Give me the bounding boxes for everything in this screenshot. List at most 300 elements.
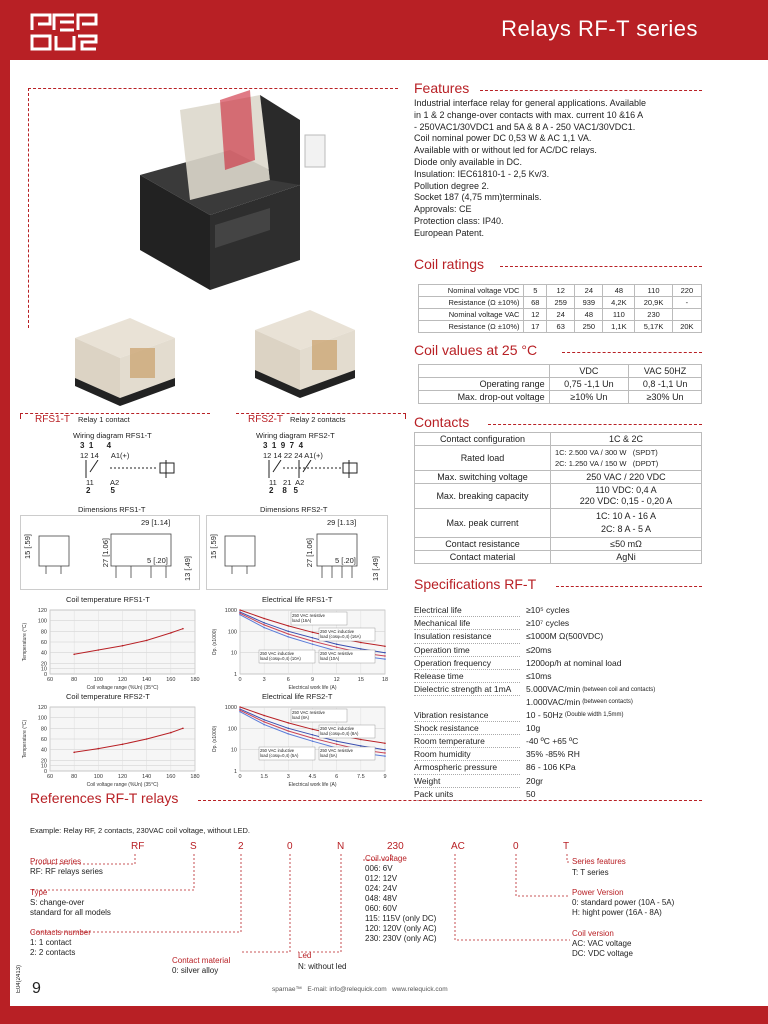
coil-row — [419, 285, 702, 297]
footer-contact: sparnae™ E-mail: info@relequick.com www.relequick.com — [272, 986, 448, 993]
x-tick-label: 6 — [286, 677, 290, 683]
break-2: 220 VDC: 0,15 - 0,20 A — [579, 496, 673, 506]
data-point — [239, 613, 241, 615]
w1-pins: 2 5 — [86, 486, 115, 495]
rated-2-type: (DPDT) — [632, 459, 659, 468]
data-point — [384, 752, 386, 754]
spec-row — [414, 761, 714, 774]
wiring2-title: Wiring diagram RFS2-T — [256, 431, 335, 440]
datasheet-page — [10, 60, 768, 1006]
coil-cell: 20K — [672, 321, 701, 333]
coil-cell: 259 — [547, 297, 575, 309]
data-point — [384, 749, 386, 751]
data-point — [336, 643, 338, 645]
cell: Rated load — [415, 446, 551, 471]
data-point — [182, 728, 184, 730]
coil-cell: 12 — [524, 309, 547, 321]
rfs2-name: RFS2-T — [248, 414, 283, 425]
footer-bar — [0, 1006, 768, 1024]
data-point — [263, 724, 265, 726]
x-axis-label: Electrical work life (A) — [288, 685, 337, 690]
data-point — [288, 636, 290, 638]
socket-relay-photo — [120, 90, 330, 305]
contacts-row — [415, 433, 702, 446]
spec-label: Dielectric strength at 1mA — [414, 683, 520, 696]
x-tick-label: 80 — [71, 774, 78, 780]
rfs1-desc: Relay 1 contact — [78, 415, 130, 424]
coil-cell: 110 — [603, 309, 635, 321]
dimensions-rfs1-drawing — [20, 515, 200, 590]
life2-title: Electrical life RFS2-T — [262, 692, 333, 701]
spec-value: 35% -85% RH — [526, 749, 580, 760]
feature-line: Socket 187 (4,75 mm)terminals. — [414, 192, 542, 203]
series-legend-label: 250 VAC inductive load (cosφ=0,4) (16A) — [320, 629, 361, 639]
data-point — [263, 715, 265, 717]
section-rule — [480, 90, 702, 91]
led-text: N: without led — [298, 962, 347, 971]
x-axis-label: Electrical work life (A) — [288, 782, 337, 787]
data-point — [384, 655, 386, 657]
spec-row — [414, 748, 714, 761]
cell: ≤50 mΩ — [550, 538, 701, 551]
spec-label: Vibration resistance — [414, 709, 520, 722]
cell: Max. breaking capacity — [415, 484, 551, 509]
spec-value: ≤20ms — [526, 644, 552, 655]
coil-cell: 4,2K — [603, 297, 635, 309]
data-point — [288, 722, 290, 724]
ref-code-coil: 230 — [387, 841, 404, 852]
data-point — [384, 755, 386, 757]
dim-5: 5 [.20] — [335, 556, 356, 565]
feature-line: in 1 & 2 change-over contacts with max. current 10 &16 A — [414, 109, 644, 120]
ref-code-material: 0 — [287, 841, 293, 852]
coil-row — [419, 309, 702, 321]
cell: Max. switching voltage — [415, 471, 551, 484]
cell: VAC 50HZ — [629, 365, 702, 378]
x-tick-label: 100 — [93, 677, 103, 683]
data-point — [73, 653, 75, 655]
cell: 0,75 -1,1 Un — [549, 378, 629, 391]
spec-note: (between contacts) — [582, 699, 633, 706]
spec-label: Pack units — [414, 788, 520, 801]
dim1-title: Dimensions RFS1-T — [78, 505, 146, 514]
cell: 1C & 2C — [550, 433, 701, 446]
data-point — [122, 645, 124, 647]
y-axis-label: Op. (x1000) — [212, 725, 218, 753]
led-label: Led — [298, 951, 312, 960]
cell: VDC — [549, 365, 629, 378]
type-text: S: change-over standard for all models — [30, 898, 111, 917]
electrical-life-rfs2-chart — [210, 701, 395, 787]
coil-row — [419, 321, 702, 333]
rated-1: 1C: 2.500 VA / 300 W — [554, 448, 627, 457]
wiring1-title: Wiring diagram RFS1-T — [73, 431, 152, 440]
coil-voltage-text: 006: 6V 012: 12V 024: 24V 048: 48V 060: 60V 115: 115V (only DC) 120: 120V (only AC) 230: 230V (only AC) — [365, 864, 437, 943]
x-tick-label: 7.5 — [357, 774, 365, 780]
x-tick-label: 3 — [262, 677, 266, 683]
data-point — [384, 742, 386, 744]
x-tick-label: 180 — [190, 774, 200, 780]
coil-cell: 12 — [547, 285, 575, 297]
section-rule — [488, 424, 702, 425]
spec-row — [414, 683, 714, 696]
dimensions-rfs2-drawing — [206, 515, 388, 590]
x-tick-label: 6 — [335, 774, 339, 780]
peak-2: 2C: 8 A - 5 A — [600, 524, 651, 534]
cell: ≥30% Un — [629, 391, 702, 404]
spec-label: Mechanical life — [414, 617, 520, 630]
coil-cell: 250 — [575, 321, 603, 333]
data-point — [312, 637, 314, 639]
data-point — [239, 711, 241, 713]
x-tick-label: 160 — [166, 677, 176, 683]
y-tick-label: 60 — [40, 640, 47, 646]
y-axis-label: Op. (x1000) — [212, 628, 218, 656]
data-point — [360, 745, 362, 747]
spec-value: ≤10ms — [526, 671, 552, 682]
x-axis-label: Coil voltage range (%Un) (35°C) — [86, 685, 159, 690]
features-list — [414, 98, 714, 240]
section-rule — [198, 800, 702, 801]
y-tick-label: 40 — [40, 747, 47, 754]
contacts-row — [415, 484, 702, 509]
y-tick-label: 100 — [227, 629, 237, 636]
data-point — [288, 730, 290, 732]
coil-temperature-rfs1-chart — [20, 604, 205, 690]
y-tick-label: 80 — [40, 726, 47, 733]
coil-cell: Nominal voltage VDC — [419, 285, 524, 297]
data-point — [336, 740, 338, 742]
coil-cell: 68 — [524, 297, 547, 309]
y-tick-label: 1000 — [224, 608, 237, 614]
spec-label: Release time — [414, 670, 520, 683]
data-point — [288, 633, 290, 635]
ref-code-rf: RF — [131, 841, 145, 852]
data-point — [263, 721, 265, 723]
product-series-text: RF: RF relays series — [30, 867, 103, 876]
data-point — [288, 728, 290, 730]
y-tick-label: 60 — [40, 737, 47, 743]
feature-line: European Patent. — [414, 227, 485, 238]
contact-material-label: Contact material — [172, 956, 231, 965]
y-tick-label: 100 — [37, 618, 47, 625]
coil-version-text: AC: VAC voltage DC: VDC voltage — [572, 939, 633, 958]
coil-values-table — [418, 364, 702, 404]
life1-title: Electrical life RFS1-T — [262, 595, 333, 604]
data-point — [312, 729, 314, 731]
x-tick-label: 3 — [286, 774, 290, 780]
feature-line: Pollution degree 2. — [414, 180, 490, 191]
spec-label: Weight — [414, 775, 520, 788]
cell — [419, 365, 550, 378]
feature-line: Coil nominal power DC 0,53 W & AC 1,1 VA. — [414, 133, 592, 144]
spec-row — [414, 735, 714, 748]
contacts-row — [415, 509, 702, 538]
x-tick-label: 120 — [117, 677, 128, 683]
coil-cell: 5 — [524, 285, 547, 297]
features-title: Features — [414, 80, 470, 96]
y-tick-label: 1000 — [224, 705, 237, 711]
data-point — [384, 658, 386, 660]
coil-temperature-rfs2-chart — [20, 701, 205, 787]
x-tick-label: 9 — [310, 677, 315, 683]
ref-code-led: N — [337, 841, 345, 852]
spec-row — [414, 604, 714, 617]
y-tick-label: 10 — [230, 650, 237, 657]
feature-line: - 250VAC1/30VDC1 and 5A & 8 A - 250 VAC1/30VDC1. — [414, 121, 636, 132]
coil-cell: Resistance (Ω ±10%) — [419, 297, 524, 309]
dim-13: 13 [.49] — [371, 556, 380, 582]
w2-pins: 2 8 5 — [269, 486, 298, 495]
y-tick-label: 40 — [40, 650, 47, 657]
cell: Operating range — [419, 378, 550, 391]
ref-code-series: T — [563, 841, 570, 852]
coil-cell: 5,17K — [635, 321, 672, 333]
coil-version-label: Coil version — [572, 929, 614, 938]
y-tick-label: 20 — [40, 758, 47, 765]
data-point — [360, 642, 362, 644]
break-1: 110 VDC: 0,4 A — [595, 485, 657, 495]
spec-row — [414, 670, 714, 683]
w1-bot: 11 A2 — [86, 478, 120, 487]
y-tick-label: 120 — [37, 705, 47, 711]
x-tick-label: 1.5 — [260, 774, 268, 780]
contacts-row — [415, 471, 702, 484]
w1-top: 3 1 4 — [80, 441, 112, 450]
w2-mid: 12 14 22 24 A1(+) — [263, 451, 323, 460]
y-tick-label: 10 — [40, 666, 47, 673]
spec-value: 10 - 50Hz — [526, 709, 563, 720]
y-tick-label: 120 — [37, 608, 47, 614]
x-tick-label: 12 — [333, 677, 340, 683]
data-point — [312, 643, 314, 645]
coil-cell — [672, 309, 701, 321]
contacts-table — [414, 432, 702, 564]
x-tick-label: 15 — [357, 677, 364, 683]
y-tick-label: 1 — [233, 672, 237, 678]
spec-value: 20gr — [526, 775, 544, 786]
y-tick-label: 1 — [233, 769, 237, 775]
data-point — [312, 740, 314, 742]
specs-list — [414, 604, 714, 801]
spec-value: 1200op/h at nominal load — [526, 657, 622, 668]
product-series-label: Product series — [30, 857, 82, 866]
dim-27: 27 [1.06] — [101, 538, 110, 568]
ref-code-coil-version: AC — [451, 841, 465, 852]
data-point — [384, 652, 386, 654]
coil-cell: 17 — [524, 321, 547, 333]
data-point — [239, 710, 241, 712]
spec-value: 5.000VAC/min — [526, 684, 581, 695]
data-point — [336, 646, 338, 648]
rfs1-name: RFS1-T — [35, 414, 70, 425]
wiring1-diagram — [80, 460, 190, 480]
ref-code-contacts: 2 — [238, 841, 244, 852]
spec-row — [414, 617, 714, 630]
coil-cell: 24 — [575, 285, 603, 297]
rated-2: 2C: 1.250 VA / 150 W — [554, 459, 627, 468]
coil-cell: 1,1K — [603, 321, 635, 333]
coil-cell: 48 — [603, 285, 635, 297]
w1-mid: 12 14 A1(+) — [80, 451, 130, 460]
series-features-label: Series features — [572, 857, 626, 866]
spec-label: Operation time — [414, 644, 520, 657]
references-title: References RF-T relays — [30, 790, 179, 806]
ref-code-type: S — [190, 841, 197, 852]
y-tick-label: 0 — [43, 672, 47, 678]
spec-row — [414, 630, 714, 643]
spec-value: 86 - 106 KPa — [526, 762, 576, 773]
coil2-title: Coil temperature RFS2-T — [66, 692, 150, 701]
coil-ratings-title: Coil ratings — [414, 256, 485, 272]
contacts-number-label: Contacts number — [30, 928, 91, 937]
data-point — [98, 748, 100, 750]
coil-values-title: Coil values at 25 °C — [414, 342, 538, 358]
y-axis-label: Temperature (°C) — [22, 719, 28, 759]
feature-line: Approvals: CE — [414, 204, 472, 215]
data-point — [312, 632, 314, 634]
spec-label — [414, 696, 520, 708]
rele-quick-logo-icon — [30, 12, 100, 52]
y-tick-label: 100 — [37, 715, 47, 722]
data-point — [263, 622, 265, 624]
coil1-title: Coil temperature RFS1-T — [66, 595, 150, 604]
spec-value: -40 ºC +65 ºC — [526, 736, 579, 747]
x-axis-label: Coil voltage range (%Un) (35°C) — [86, 782, 159, 787]
spec-row — [414, 696, 714, 708]
coil-cell: Nominal voltage VAC — [419, 309, 524, 321]
contacts-number-text: 1: 1 contact 2: 2 contacts — [30, 938, 76, 957]
contact-material-text: 0: silver alloy — [172, 966, 219, 975]
coil-voltage-label: Coil voltage — [365, 854, 407, 863]
y-tick-label: 10 — [40, 763, 47, 770]
data-point — [288, 631, 290, 633]
contacts-row — [415, 551, 702, 564]
section-rule — [562, 352, 702, 353]
coil-cell: - — [672, 297, 701, 309]
dim-13: 13 [.49] — [183, 556, 192, 582]
references-example: Example: Relay RF, 2 contacts, 230VAC coil voltage, without LED. — [30, 826, 250, 835]
feature-line: Available with or without led for AC/DC relays. — [414, 145, 597, 156]
wiring2-diagram — [263, 460, 373, 480]
coil-row — [419, 297, 702, 309]
x-tick-label: 140 — [142, 774, 152, 780]
data-point — [336, 743, 338, 745]
coil-cell: 939 — [575, 297, 603, 309]
spec-label: Shock resistance — [414, 722, 520, 735]
cell: Max. drop-out voltage — [419, 391, 550, 404]
spec-label: Operation frequency — [414, 657, 520, 670]
x-tick-label: 180 — [190, 677, 200, 683]
y-tick-label: 100 — [227, 726, 237, 733]
x-tick-label: 60 — [46, 677, 54, 683]
data-point — [239, 706, 241, 708]
y-tick-label: 80 — [40, 629, 47, 636]
dim-29: 29 [1.13] — [327, 518, 357, 527]
coil-values-head — [419, 365, 702, 378]
coil-cell: Resistance (Ω ±10%) — [419, 321, 524, 333]
data-point — [263, 618, 265, 620]
section-rule — [556, 586, 702, 587]
w2-bot: 11 21 A2 — [269, 478, 305, 487]
cell: Contact configuration — [415, 433, 551, 446]
spec-row — [414, 709, 714, 722]
spec-value: 50 — [526, 788, 536, 799]
dim-15: 15 [.59] — [23, 534, 32, 560]
data-point — [98, 649, 100, 651]
data-point — [263, 624, 265, 626]
data-point — [312, 640, 314, 642]
w2-top: 3 1 9 7 4 — [263, 441, 304, 450]
y-axis-label: Temperature (°C) — [22, 622, 28, 662]
spec-value: 1.000VAC/min — [526, 697, 581, 708]
y-tick-label: 20 — [40, 661, 47, 668]
cell: AgNi — [550, 551, 701, 564]
spec-note: (Double width 1,5mm) — [564, 712, 624, 719]
series-legend-label: 250 VAC resistive load (10A) — [320, 651, 353, 661]
coil-cell: 230 — [635, 309, 672, 321]
spec-row — [414, 657, 714, 670]
dim-27: 27 [1.06] — [305, 538, 314, 568]
x-tick-label: 100 — [93, 774, 103, 780]
feature-line: Protection class: IP40. — [414, 215, 504, 226]
data-point — [360, 648, 362, 650]
series-legend-label: 250 VAC resistive load (16A) — [292, 613, 325, 623]
coil-cell: 110 — [635, 285, 672, 297]
data-point — [122, 744, 124, 746]
coil-cell: 24 — [547, 309, 575, 321]
x-tick-label: 9 — [383, 774, 387, 780]
peak-1: 1C: 10 A - 16 A — [595, 511, 656, 521]
data-point — [170, 732, 172, 734]
spec-row — [414, 775, 714, 788]
data-point — [146, 640, 148, 642]
data-point — [360, 739, 362, 741]
specs-title: Specifications RF-T — [414, 576, 537, 592]
x-tick-label: 18 — [381, 677, 389, 683]
spec-label: Room humidity — [414, 748, 520, 761]
coil-ratings-table — [418, 284, 702, 333]
spec-value: ≥10⁵ cycles — [526, 605, 570, 615]
rfs1-relay-photo — [70, 308, 180, 408]
series-legend-label: 250 VAC resistive load (5A) — [320, 748, 353, 758]
x-tick-label: 0 — [238, 774, 242, 780]
spec-label: Insulation resistance — [414, 630, 520, 643]
x-tick-label: 80 — [71, 677, 78, 683]
data-point — [239, 614, 241, 616]
data-point — [263, 719, 265, 721]
spec-label: Electrical life — [414, 604, 520, 617]
x-tick-label: 4.5 — [308, 774, 317, 780]
rated-1-type: (SPDT) — [632, 448, 658, 457]
spec-value: ≤1000M Ω(500VDC) — [526, 631, 604, 642]
contacts-title: Contacts — [414, 414, 470, 430]
page-number: 9 — [32, 980, 41, 997]
dim-15: 15 [.59] — [209, 534, 218, 560]
data-point — [73, 752, 75, 754]
data-point — [170, 632, 172, 634]
data-point — [288, 625, 290, 627]
spec-label: Room temperature — [414, 735, 520, 748]
spec-value: ≥10⁷ cycles — [526, 618, 570, 629]
data-point — [384, 645, 386, 647]
data-point — [263, 627, 265, 629]
section-rule — [500, 266, 702, 267]
dim-29: 29 [1.14] — [141, 518, 171, 527]
rfs2-desc: Relay 2 contacts — [290, 415, 346, 424]
header-title: Relays RF-T series — [501, 16, 698, 41]
data-point — [182, 628, 184, 630]
